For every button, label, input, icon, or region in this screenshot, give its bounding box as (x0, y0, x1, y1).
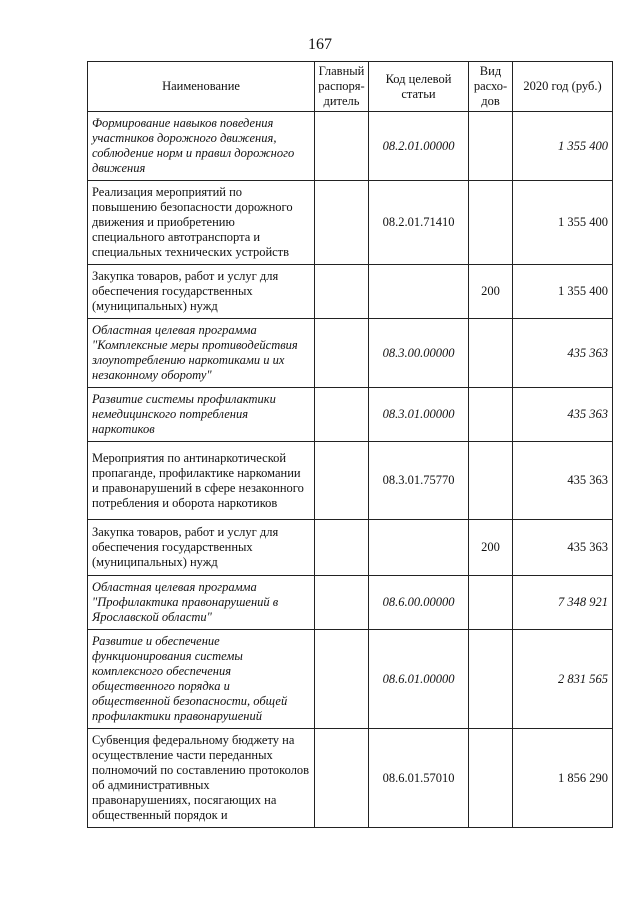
cell-type (469, 630, 513, 729)
header-manager: Главный распоря-дитель (315, 62, 369, 112)
cell-name: Реализация мероприятий по повышению безопасности дорожного движения и приобретению специального автотранспорта и специальных технических устройств (88, 181, 315, 265)
cell-code (369, 265, 469, 319)
cell-manager (315, 112, 369, 181)
cell-type (469, 388, 513, 442)
cell-code: 08.3.00.00000 (369, 319, 469, 388)
cell-name: Закупка товаров, работ и услуг для обеспечения государственных (муниципальных) нужд (88, 520, 315, 576)
cell-amount: 435 363 (513, 520, 613, 576)
cell-manager (315, 265, 369, 319)
cell-type (469, 729, 513, 828)
table-row (88, 112, 613, 181)
cell-name: Субвенция федеральному бюджету на осуществление части переданных полномочий по составлению протоколов об административных правонарушениях, посягающих на общественный порядок и (88, 729, 315, 828)
cell-amount: 1 355 400 (513, 112, 613, 181)
table-header-row (88, 62, 613, 112)
cell-type (469, 576, 513, 630)
cell-manager (315, 729, 369, 828)
cell-amount: 435 363 (513, 388, 613, 442)
cell-name: Областная целевая программа "Комплексные меры противодействия злоупотреблению наркотиками и их незаконному обороту" (88, 319, 315, 388)
table-row (88, 520, 613, 576)
cell-name: Закупка товаров, работ и услуг для обеспечения государственных (муниципальных) нужд (88, 265, 315, 319)
header-amount: 2020 год (руб.) (513, 62, 613, 112)
budget-table (87, 61, 613, 828)
cell-amount: 1 355 400 (513, 265, 613, 319)
cell-name: Мероприятия по антинаркотической пропаганде, профилактике наркомании и правонарушений в сфере незаконного потребления и оборота наркотиков (88, 442, 315, 520)
cell-name: Развитие системы профилактики немедицинского потребления наркотиков (88, 388, 315, 442)
cell-code: 08.6.00.00000 (369, 576, 469, 630)
cell-amount: 1 355 400 (513, 181, 613, 265)
cell-amount: 435 363 (513, 319, 613, 388)
header-name: Наименование (88, 62, 315, 112)
cell-code: 08.3.01.75770 (369, 442, 469, 520)
cell-manager (315, 388, 369, 442)
cell-manager (315, 630, 369, 729)
cell-code: 08.6.01.00000 (369, 630, 469, 729)
cell-amount: 2 831 565 (513, 630, 613, 729)
cell-type: 200 (469, 265, 513, 319)
page-number: 167 (308, 36, 332, 53)
cell-code: 08.2.01.71410 (369, 181, 469, 265)
cell-manager (315, 181, 369, 265)
header-type: Вид расхо-дов (469, 62, 513, 112)
table-row (88, 729, 613, 828)
table-row (88, 181, 613, 265)
cell-type (469, 319, 513, 388)
table-row (88, 576, 613, 630)
cell-manager (315, 576, 369, 630)
cell-type (469, 112, 513, 181)
cell-amount: 435 363 (513, 442, 613, 520)
cell-manager (315, 442, 369, 520)
cell-type (469, 442, 513, 520)
cell-manager (315, 520, 369, 576)
cell-name: Развитие и обеспечение функционирования системы комплексного обеспечения общественного порядка и общественной безопасности, общей профилактики правонарушений (88, 630, 315, 729)
cell-code: 08.3.01.00000 (369, 388, 469, 442)
table-row (88, 442, 613, 520)
cell-name: Формирование навыков поведения участников дорожного движения, соблюдение норм и правил дорожного движения (88, 112, 315, 181)
table-row (88, 630, 613, 729)
cell-amount: 7 348 921 (513, 576, 613, 630)
cell-code: 08.2.01.00000 (369, 112, 469, 181)
cell-type (469, 181, 513, 265)
cell-amount: 1 856 290 (513, 729, 613, 828)
table-row (88, 388, 613, 442)
table-row (88, 265, 613, 319)
cell-name: Областная целевая программа "Профилактика правонарушений в Ярославской области" (88, 576, 315, 630)
cell-manager (315, 319, 369, 388)
header-code: Код целевой статьи (369, 62, 469, 112)
table-row (88, 319, 613, 388)
cell-code (369, 520, 469, 576)
cell-code: 08.6.01.57010 (369, 729, 469, 828)
cell-type: 200 (469, 520, 513, 576)
